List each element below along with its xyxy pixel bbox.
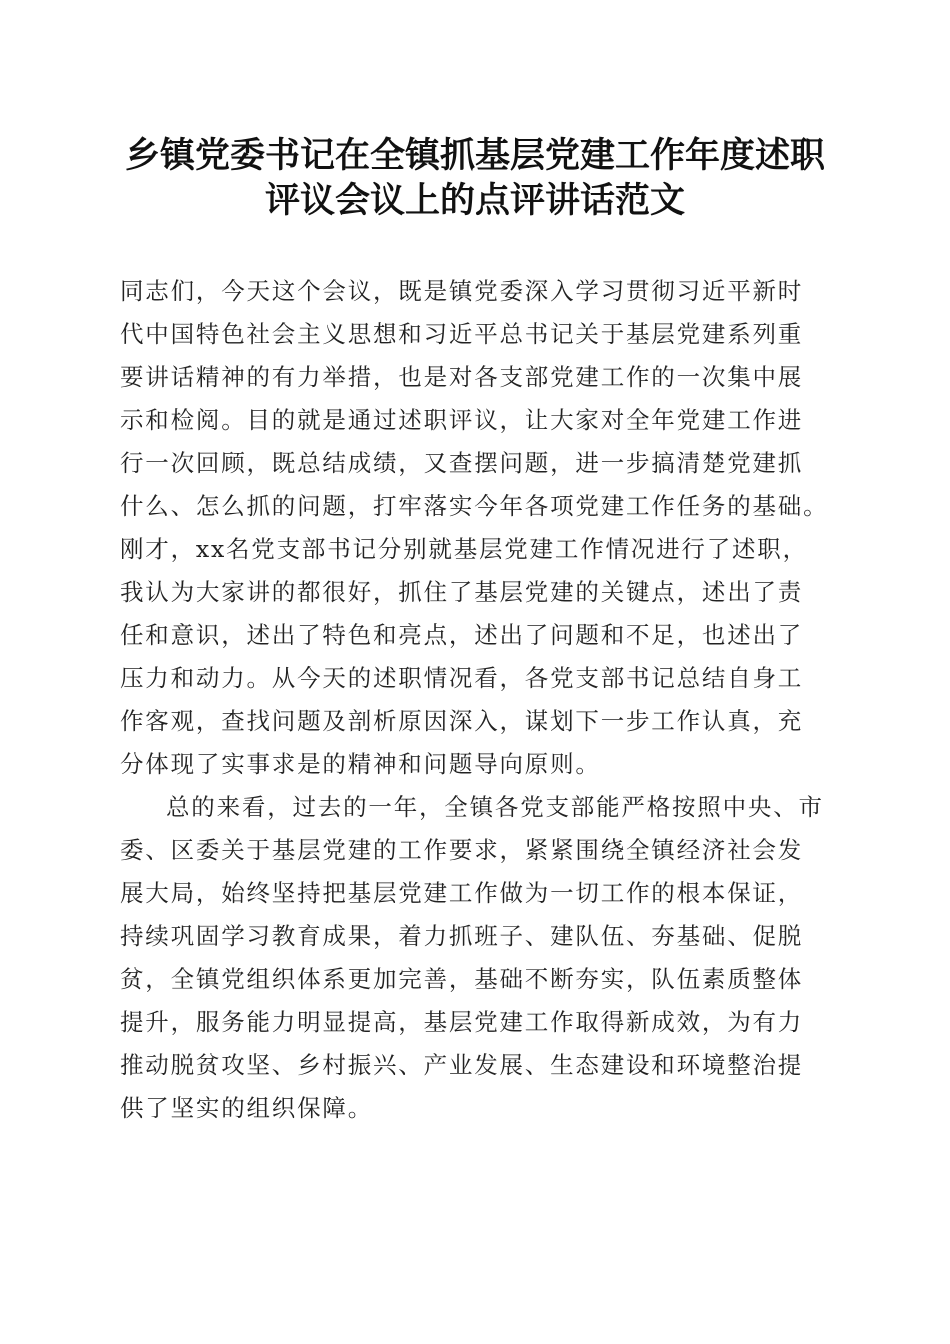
text-line: 持续巩固学习教育成果，着力抓班子、建队伍、夯基础、促脱 <box>120 922 804 950</box>
title-line: 乡镇党委书记在全镇抓基层党建工作年度述职 <box>124 135 825 176</box>
text-line: 要讲话精神的有力举措，也是对各支部党建工作的一次集中展 <box>120 363 804 391</box>
document-body <box>120 270 830 1130</box>
text-line: 推动脱贫攻坚、乡村振兴、产业发展、生态建设和环境整治提 <box>120 1051 804 1079</box>
text-line: 示和检阅。目的就是通过述职评议，让大家对全年党建工作进 <box>120 406 804 434</box>
text-line: 刚才，xx名党支部书记分别就基层党建工作情况进行了述职， <box>120 535 808 563</box>
title-line: 评议会议上的点评讲话范文 <box>264 180 685 221</box>
text-line: 提升，服务能力明显提高，基层党建工作取得新成效，为有力 <box>120 1008 804 1036</box>
text-line: 什么、怎么抓的问题，打牢落实今年各项党建工作任务的基础。 <box>120 492 829 520</box>
document-title <box>95 133 855 223</box>
text-line: 委、区委关于基层党建的工作要求，紧紧围绕全镇经济社会发 <box>120 836 804 864</box>
text-line: 供了坚实的组织保障。 <box>120 1094 373 1122</box>
paragraph-1 <box>120 270 830 786</box>
text-line: 贫，全镇党组织体系更加完善，基础不断夯实，队伍素质整体 <box>120 965 804 993</box>
text-line: 我认为大家讲的都很好，抓住了基层党建的关键点，述出了责 <box>120 578 804 606</box>
text-line: 分体现了实事求是的精神和问题导向原则。 <box>120 750 601 778</box>
text-line: 行一次回顾，既总结成绩，又查摆问题，进一步搞清楚党建抓 <box>120 449 804 477</box>
text-line: 展大局，始终坚持把基层党建工作做为一切工作的根本保证， <box>120 879 804 907</box>
text-line: 任和意识，述出了特色和亮点，述出了问题和不足，也述出了 <box>120 621 804 649</box>
text-line: 压力和动力。从今天的述职情况看，各党支部书记总结自身工 <box>120 664 804 692</box>
paragraph-2 <box>120 786 830 1130</box>
text-line: 作客观，查找问题及剖析原因深入，谋划下一步工作认真，充 <box>120 707 804 735</box>
text-line: 代中国特色社会主义思想和习近平总书记关于基层党建系列重 <box>120 320 804 348</box>
text-line: 同志们，今天这个会议，既是镇党委深入学习贯彻习近平新时 <box>120 277 804 305</box>
text-line: 总的来看，过去的一年，全镇各党支部能严格按照中央、市 <box>166 793 824 821</box>
